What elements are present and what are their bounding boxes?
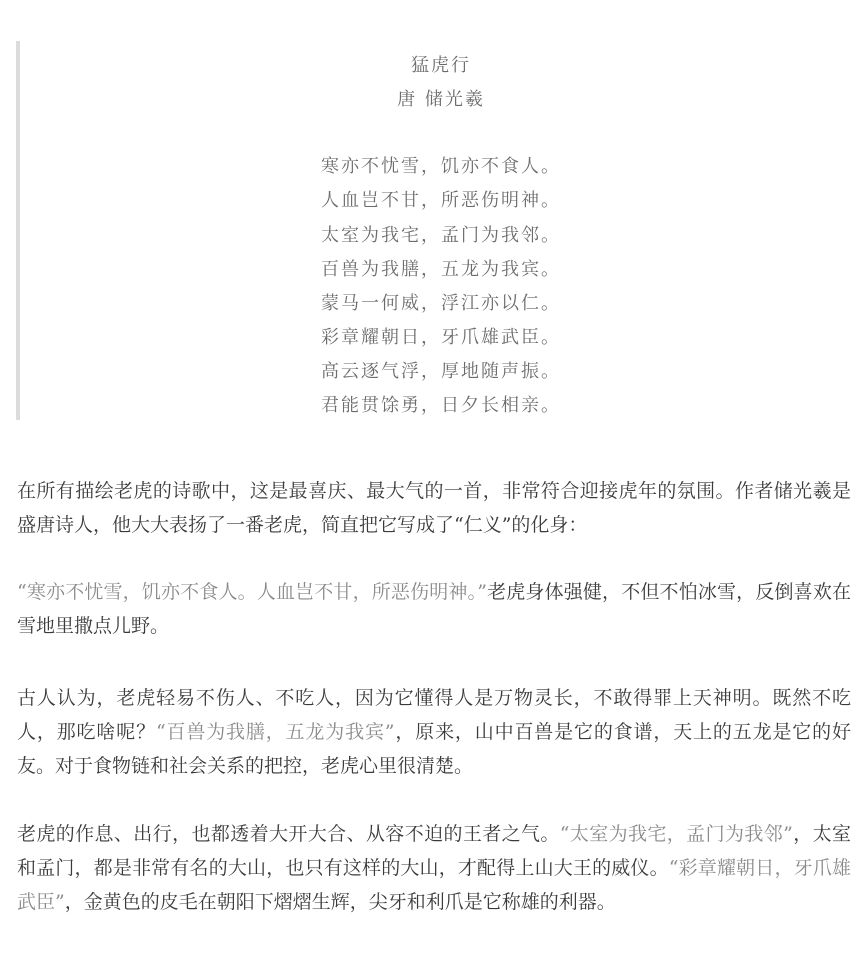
poem-line: 百兽为我膳，五龙为我宾。 [321,259,561,280]
poem-line: 蒙马一何威，浮江亦以仁。 [321,293,561,314]
poem-line: 太室为我宅，孟门为我邻。 [321,225,561,246]
paragraph-text: 在所有描绘老虎的诗歌中，这是最喜庆、最大气的一首，非常符合迎接虎年的氛围。作者储光羲是盛唐诗人，他大大表扬了一番老虎，简直把它写成了“仁义”的化身： [17,480,851,536]
paragraph-majesty [17,817,851,919]
paragraph-cold [17,575,851,643]
poem-line: 寒亦不忧雪，饥亦不食人。 [321,156,561,177]
paragraph-text: 老虎的作息、出行，也都透着大开大合、从容不迫的王者之气。 [17,823,560,845]
poem-blockquote [16,41,862,420]
paragraph-text: ，金黄色的皮毛在朝阳下熠熠生辉，尖牙和利爪是它称雄的利器。 [64,891,616,913]
paragraph-text: ，原来，山中百兽是它的食谱，天上的五龙是它的好友。对于食物链和社会关系的把控，老虎心里很清楚。 [17,721,851,777]
poem-line: 彩章耀朝日，牙爪雄武臣。 [321,327,561,348]
quoted-verse: “寒亦不忧雪，饥亦不食人。人血岂不甘，所恶伤明神。” [17,581,487,603]
paragraph-text: ，太室和孟门，都是非常有名的大山，也只有这样的大山，才配得上山大王的威仪。 [17,823,851,879]
poem-author: 唐 储光羲 [397,89,485,110]
poem-line: 人血岂不甘，所恶伤明神。 [321,190,561,211]
quoted-verse: “彩章耀朝日，牙爪雄武臣” [17,857,851,913]
poem-line: 君能贯馀勇，日夕长相亲。 [321,395,561,416]
quoted-verse: “百兽为我膳，五龙为我宾” [155,721,395,743]
poem-title: 猛虎行 [411,55,471,76]
paragraph-text: 古人认为，老虎轻易不伤人、不吃人，因为它懂得人是万物灵长，不敢得罪上天神明。既然不吃人，那吃啥呢？ [17,687,851,743]
paragraph-intro [17,474,851,542]
paragraph-diet [17,681,851,783]
poem-line: 高云逐气浮，厚地随声振。 [321,361,561,382]
quoted-verse: “太室为我宅，孟门为我邻” [559,823,793,845]
paragraph-text: 老虎身体强健，不但不怕冰雪，反倒喜欢在雪地里撒点儿野。 [17,581,851,637]
